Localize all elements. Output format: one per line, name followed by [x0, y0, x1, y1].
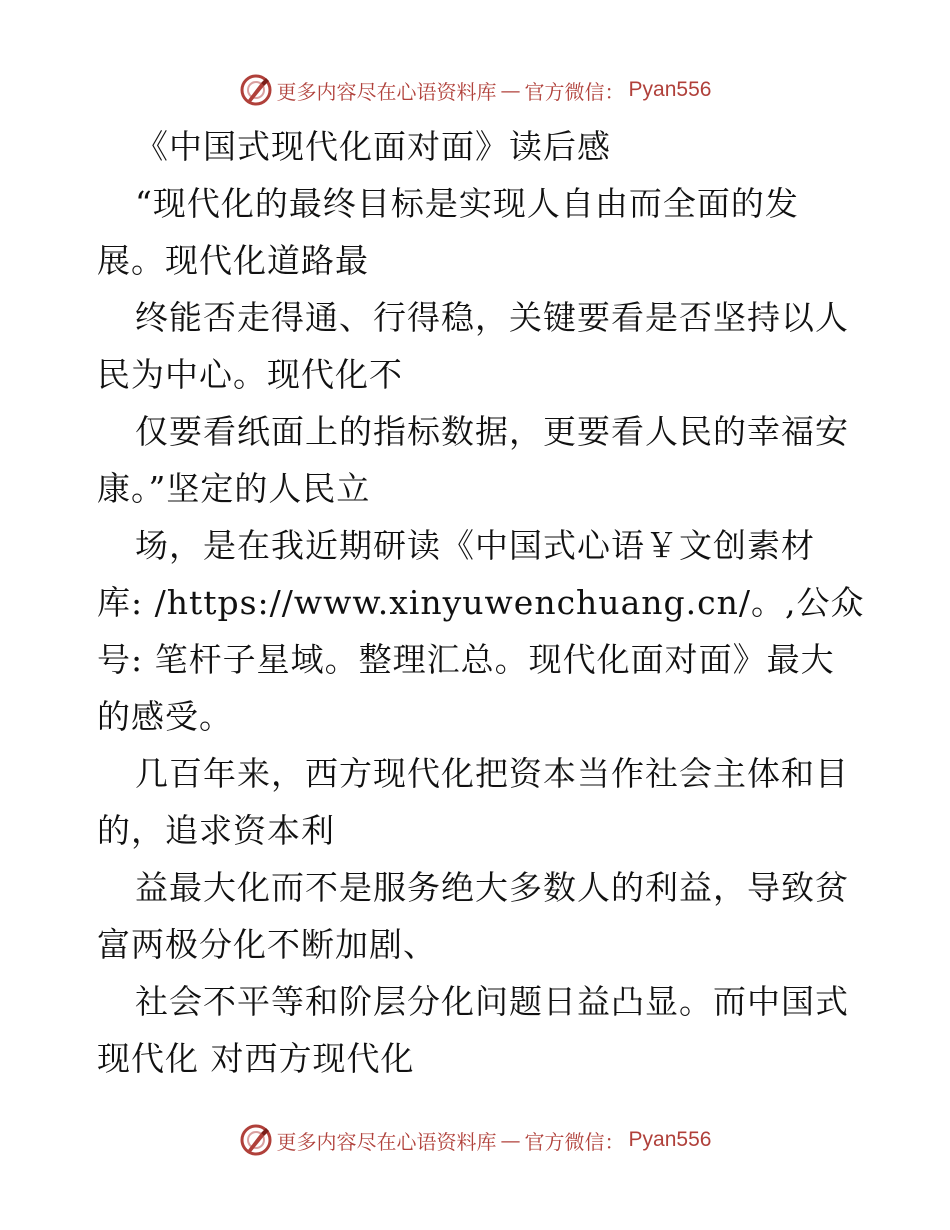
- text-line: 展。现代化道路最: [97, 241, 369, 280]
- text-line: “现代化的最终目标是实现人自由而全面的发: [135, 184, 799, 223]
- header-wechat-label: 官方微信：: [524, 79, 625, 104]
- text-line: 的，追求资本利: [97, 811, 335, 850]
- footer-wechat-label: 官方微信：: [524, 1129, 625, 1154]
- header-separator: —: [500, 78, 521, 102]
- document-body: [97, 118, 865, 1087]
- text-line: 号: 笔杆子星域。整理汇总。现代化面对面》最大: [97, 640, 835, 679]
- text-line: 现代化 对西方现代化: [97, 1039, 415, 1078]
- header-banner-text: 更多内容尽在心语资料库: [276, 79, 497, 104]
- footer-wechat-id: Pyan556: [628, 1128, 712, 1151]
- text-line: 民为中心。现代化不: [97, 355, 403, 394]
- document-title: 《中国式现代化面对面》读后感: [135, 127, 611, 166]
- text-line: 康。”坚定的人民立: [97, 469, 371, 508]
- text-line: 库: /https://www.xinyuwenchuang.cn/。,公众: [97, 583, 865, 622]
- header-banner: [0, 70, 950, 110]
- text-line: 几百年来，西方现代化把资本当作社会主体和目: [135, 754, 849, 793]
- text-line: 益最大化而不是服务绝大多数人的利益，导致贫: [135, 868, 849, 907]
- header-wechat-id: Pyan556: [628, 78, 712, 101]
- text-line: 仅要看纸面上的指标数据，更要看人民的幸福安: [135, 412, 849, 451]
- text-line: 的感受。: [97, 697, 233, 736]
- pen-logo-icon: [239, 1123, 273, 1157]
- text-line: 富两极分化不断加剧、: [97, 925, 437, 964]
- text-line: 终能否走得通、行得稳，关键要看是否坚持以人: [135, 298, 849, 337]
- text-line: 社会不平等和阶层分化问题日益凸显。而中国式: [135, 982, 849, 1021]
- pen-logo-icon: [239, 73, 273, 107]
- footer-banner: [0, 1120, 950, 1160]
- text-line: 场，是在我近期研读《中国式心语￥文创素材: [135, 526, 815, 565]
- footer-separator: —: [500, 1128, 521, 1152]
- footer-banner-text: 更多内容尽在心语资料库: [276, 1129, 497, 1154]
